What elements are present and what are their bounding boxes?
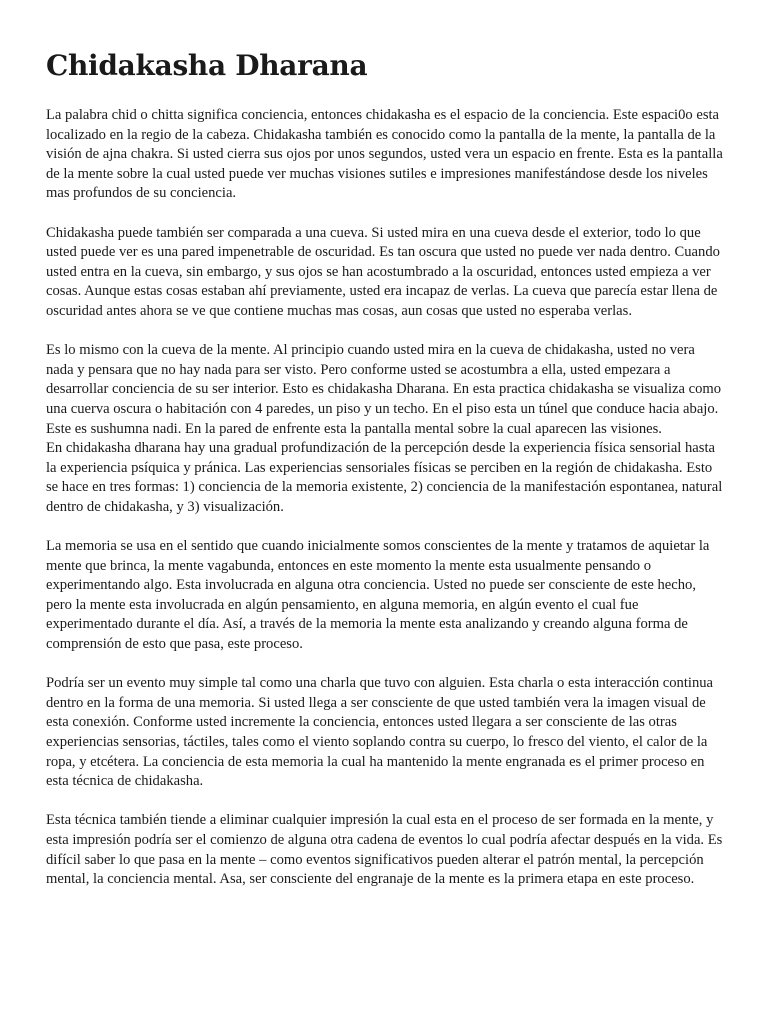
document-page [46, 48, 724, 909]
paragraph-1: La palabra chid o chitta significa conciencia, entonces chidakasha es el espacio de la conciencia. Este espaci0o esta localizado en la regio de la cabeza. Chidakasha también es conocido como la pantalla de la mente, la pantalla de la visión de ajna chakra. Si usted cierra sus ojos por unos segundos, usted vera un espacio en frente. Esta es la pantalla de la mente sobre la cual usted puede ver muchas visiones sutiles e impresiones manifestándose desde los niveles mas profundos de su conciencia. [46, 107, 723, 202]
paragraph-4: En chidakasha dharana hay una gradual profundización de la percepción desde la experiencia física sensorial hasta la experiencia psíquica y pránica. Las experiencias sensoriales físicas se perciben en la región de chidakasha. Esto se hace en tres formas: 1) conciencia de la memoria existente, 2) conciencia de la manifestación espontanea, natural dentro de chidakasha, y 3) visualización. [46, 440, 723, 515]
paragraph-6: Podría ser un evento muy simple tal como una charla que tuvo con alguien. Esta charla o esta interacción continua dentro en la forma de una memoria. Si usted llega a ser consciente de que usted también vera la imagen visual de esta conexión. Conforme usted incremente la conciencia, entonces usted llegara a ser consciente de las otras experiencias sensorias, táctiles, tales como el viento soplando contra su cuerpo, lo fresco del viento, el calor de la ropa, y etcétera. La conciencia de esta memoria la cual ha mantenido la mente engranada es el primer proceso en esta técnica de chidakasha. [46, 675, 714, 790]
paragraph-5: La memoria se usa en el sentido que cuando inicialmente somos conscientes de la mente y tratamos de aquietar la mente que brinca, la mente vagabunda, entonces en este momento la mente esta usualmente pensando o experimentando algo. Esta involucrada en alguna otra conciencia. Usted no puede ser consciente de este hecho, pero la mente esta involucrada en algún pensamiento, en alguna memoria, en algún evento el cual fue experimentado durante el día. Así, a través de la memoria la mente esta analizando y creando alguna forma de comprensión de esto que pasa, este proceso. [46, 538, 710, 653]
paragraph-2: Chidakasha puede también ser comparada a una cueva. Si usted mira en una cueva desde el exterior, todo lo que usted puede ver es una pared impenetrable de oscuridad. Es tan oscura que usted no puede ver nada dentro. Cuando usted entra en la cueva, sin embargo, y sus ojos se han acostumbrado a la oscuridad, entonces usted empieza a ver cosas. Aunque estas cosas estaban ahí previamente, usted era incapaz de verlas. La cueva que parecía estar llena de oscuridad antes ahora se ve que contiene muchas mas cosas, aun cosas que usted no esperaba verlas. [46, 224, 720, 319]
document-title: Chidakasha Dharana [46, 49, 368, 82]
paragraph-7: Esta técnica también tiende a eliminar cualquier impresión la cual esta en el proceso de ser formada en la mente, y esta impresión podría ser el comienzo de alguna otra cadena de eventos lo cual podría afectar después en la vida. Es difícil saber lo que pasa en la mente – como eventos significativos pueden alterar el patrón mental, la percepción mental, la conciencia mental. Asa, ser consciente del engranaje de la mente es la primera etapa en este proceso. [46, 812, 723, 888]
paragraph-3: Es lo mismo con la cueva de la mente. Al principio cuando usted mira en la cueva de chidakasha, usted no vera nada y pensara que no hay nada para ser visto. Pero conforme usted se acostumbra a ella, usted empezara a desarrollar conciencia de su ser interior. Esto es chidakasha Dharana. En esta practica chidakasha se visualiza como una cuerva oscura o habitación con 4 paredes, un piso y un techo. En el piso esta un túnel que conduce hacia abajo. Este es sushumna nadi. En la pared de enfrente esta la pantalla mental sobre la cual aparecen las visiones. [46, 342, 722, 437]
